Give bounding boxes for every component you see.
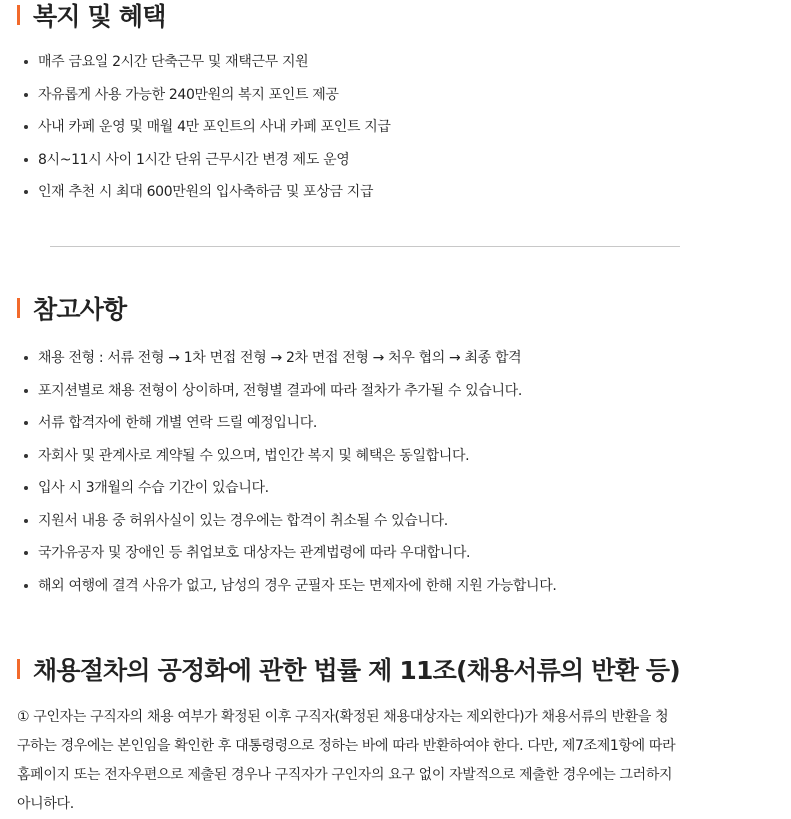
law-line: 아니하다. xyxy=(17,796,74,812)
welfare-section-title xyxy=(17,0,166,33)
title-accent-bar xyxy=(17,298,20,318)
notes-title-text: 참고사항 xyxy=(33,295,127,324)
bullet-dot-icon xyxy=(24,486,28,490)
list-item: 서류 합격자에 한해 개별 연락 드릴 예정입니다. xyxy=(24,409,557,442)
list-item: 국가유공자 및 장애인 등 취업보호 대상자는 관계법령에 따라 우대합니다. xyxy=(24,539,557,572)
list-item: 매주 금요일 2시간 단축근무 및 재택근무 지원 xyxy=(24,48,391,81)
bullet-dot-icon xyxy=(24,356,28,360)
bullet-dot-icon xyxy=(24,421,28,425)
welfare-list xyxy=(24,48,391,211)
list-item: 채용 전형 : 서류 전형 → 1차 면접 전형 → 2차 면접 전형 → 처우 협의 → 최종 합격 xyxy=(24,344,557,377)
section-divider xyxy=(50,246,680,247)
bullet-dot-icon xyxy=(24,125,28,129)
law-paragraph xyxy=(17,703,717,819)
bullet-dot-icon xyxy=(24,190,28,194)
list-item: 인재 추천 시 최대 600만원의 입사축하금 및 포상금 지급 xyxy=(24,178,391,211)
law-section-title xyxy=(17,651,680,687)
bullet-dot-icon xyxy=(24,93,28,97)
list-item: 8시~11시 사이 1시간 단위 근무시간 변경 제도 운영 xyxy=(24,146,391,179)
bullet-dot-icon xyxy=(24,454,28,458)
list-item: 지원서 내용 중 허위사실이 있는 경우에는 합격이 취소될 수 있습니다. xyxy=(24,507,557,540)
title-accent-bar xyxy=(17,659,20,679)
bullet-dot-icon xyxy=(24,519,28,523)
bullet-dot-icon xyxy=(24,551,28,555)
bullet-dot-icon xyxy=(24,158,28,162)
notes-list xyxy=(24,344,557,604)
list-item: 입사 시 3개월의 수습 기간이 있습니다. xyxy=(24,474,557,507)
title-accent-bar xyxy=(17,5,20,25)
law-line: 구하는 경우에는 본인임을 확인한 후 대통령령으로 정하는 바에 따라 반환하여야 한다. 다만, 제7조제1항에 따라 xyxy=(17,738,676,754)
list-item: 포지션별로 채용 전형이 상이하며, 전형별 결과에 따라 절차가 추가될 수 있습니다. xyxy=(24,377,557,410)
bullet-dot-icon xyxy=(24,389,28,393)
welfare-title-text: 복지 및 혜택 xyxy=(33,2,166,31)
list-item: 자회사 및 관계사로 계약될 수 있으며, 법인간 복지 및 혜택은 동일합니다. xyxy=(24,442,557,475)
bullet-dot-icon xyxy=(24,60,28,64)
law-line: ① 구인자는 구직자의 채용 여부가 확정된 이후 구직자(확정된 채용대상자는 제외한다)가 채용서류의 반환을 청 xyxy=(17,709,669,725)
list-item: 사내 카페 운영 및 매월 4만 포인트의 사내 카페 포인트 지급 xyxy=(24,113,391,146)
bullet-dot-icon xyxy=(24,584,28,588)
list-item: 해외 여행에 결격 사유가 없고, 남성의 경우 군필자 또는 면제자에 한해 지원 가능합니다. xyxy=(24,572,557,605)
law-line: 홈페이지 또는 전자우편으로 제출된 경우나 구직자가 구인자의 요구 없이 자발적으로 제출한 경우에는 그러하지 xyxy=(17,767,673,783)
notes-section-title xyxy=(17,290,126,326)
law-title-text: 채용절차의 공정화에 관한 법률 제 11조(채용서류의 반환 등) xyxy=(33,656,680,685)
list-item: 자유롭게 사용 가능한 240만원의 복지 포인트 제공 xyxy=(24,81,391,114)
